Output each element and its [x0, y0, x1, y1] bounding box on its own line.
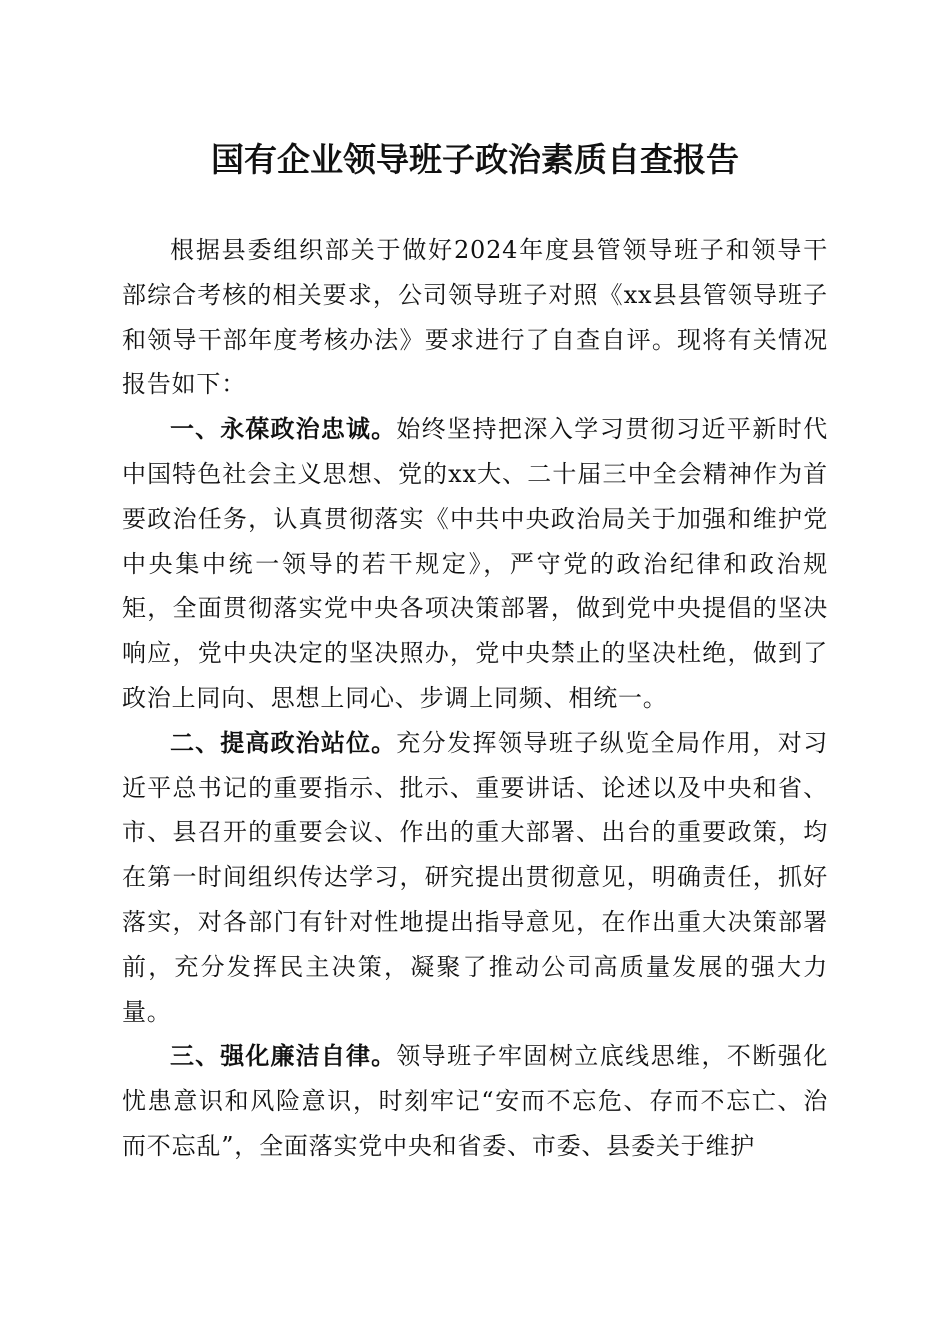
document-title: 国有企业领导班子政治素质自查报告 — [211, 140, 739, 179]
paragraph-section-3 — [122, 1034, 828, 1168]
section-heading-2: 二、提高政治站位。 — [170, 728, 397, 757]
paragraph-text: 始终坚持把深入学习贯彻习近平新时代中国特色社会主义思想、党的xx大、二十届三中全会精神作为首要政治任务，认真贯彻落实《中共中央政治局关于加强和维护党中央集中统一领导的若干规定》，严守党的政治纪律和政治规矩，全面贯彻落实党中央各项决策部署，做到党中央提倡的坚决响应，党中央决定的坚决照办，党中央禁止的坚决杜绝，做到了政治上同向、思想上同心、步调上同频、相统一。 — [122, 415, 829, 712]
paragraph-text: 充分发挥领导班子纵览全局作用，对习近平总书记的重要指示、批示、重要讲话、论述以及中央和省、市、县召开的重要会议、作出的重大部署、出台的重要政策，均在第一时间组织传达学习，研究提出贯彻意见，明确责任，抓好落实，对各部门有针对性地提出指导意见，在作出重大决策部署前，充分发挥民主决策，凝聚了推动公司高质量发展的强大力量。 — [122, 728, 829, 1026]
paragraph-text: 根据县委组织部关于做好2024年度县管领导班子和领导干部综合考核的相关要求，公司领导班子对照《xx县县管领导班子和领导干部年度考核办法》要求进行了自查自评。现将有关情况报告如下： — [122, 236, 828, 399]
paragraph-section-1 — [122, 407, 828, 721]
paragraph-section-2 — [122, 721, 828, 1035]
section-heading-1: 一、永葆政治忠诚。 — [170, 415, 397, 444]
document-body — [122, 228, 828, 1169]
section-heading-3: 三、强化廉洁自律。 — [170, 1042, 397, 1071]
paragraph-text: 领导班子牢固树立底线思维，不断强化忧患意识和风险意识，时刻牢记“安而不忘危、存而不忘亡、治而不忘乱”，全面落实党中央和省委、市委、县委关于维护 — [122, 1042, 829, 1160]
paragraph-intro — [122, 228, 828, 407]
